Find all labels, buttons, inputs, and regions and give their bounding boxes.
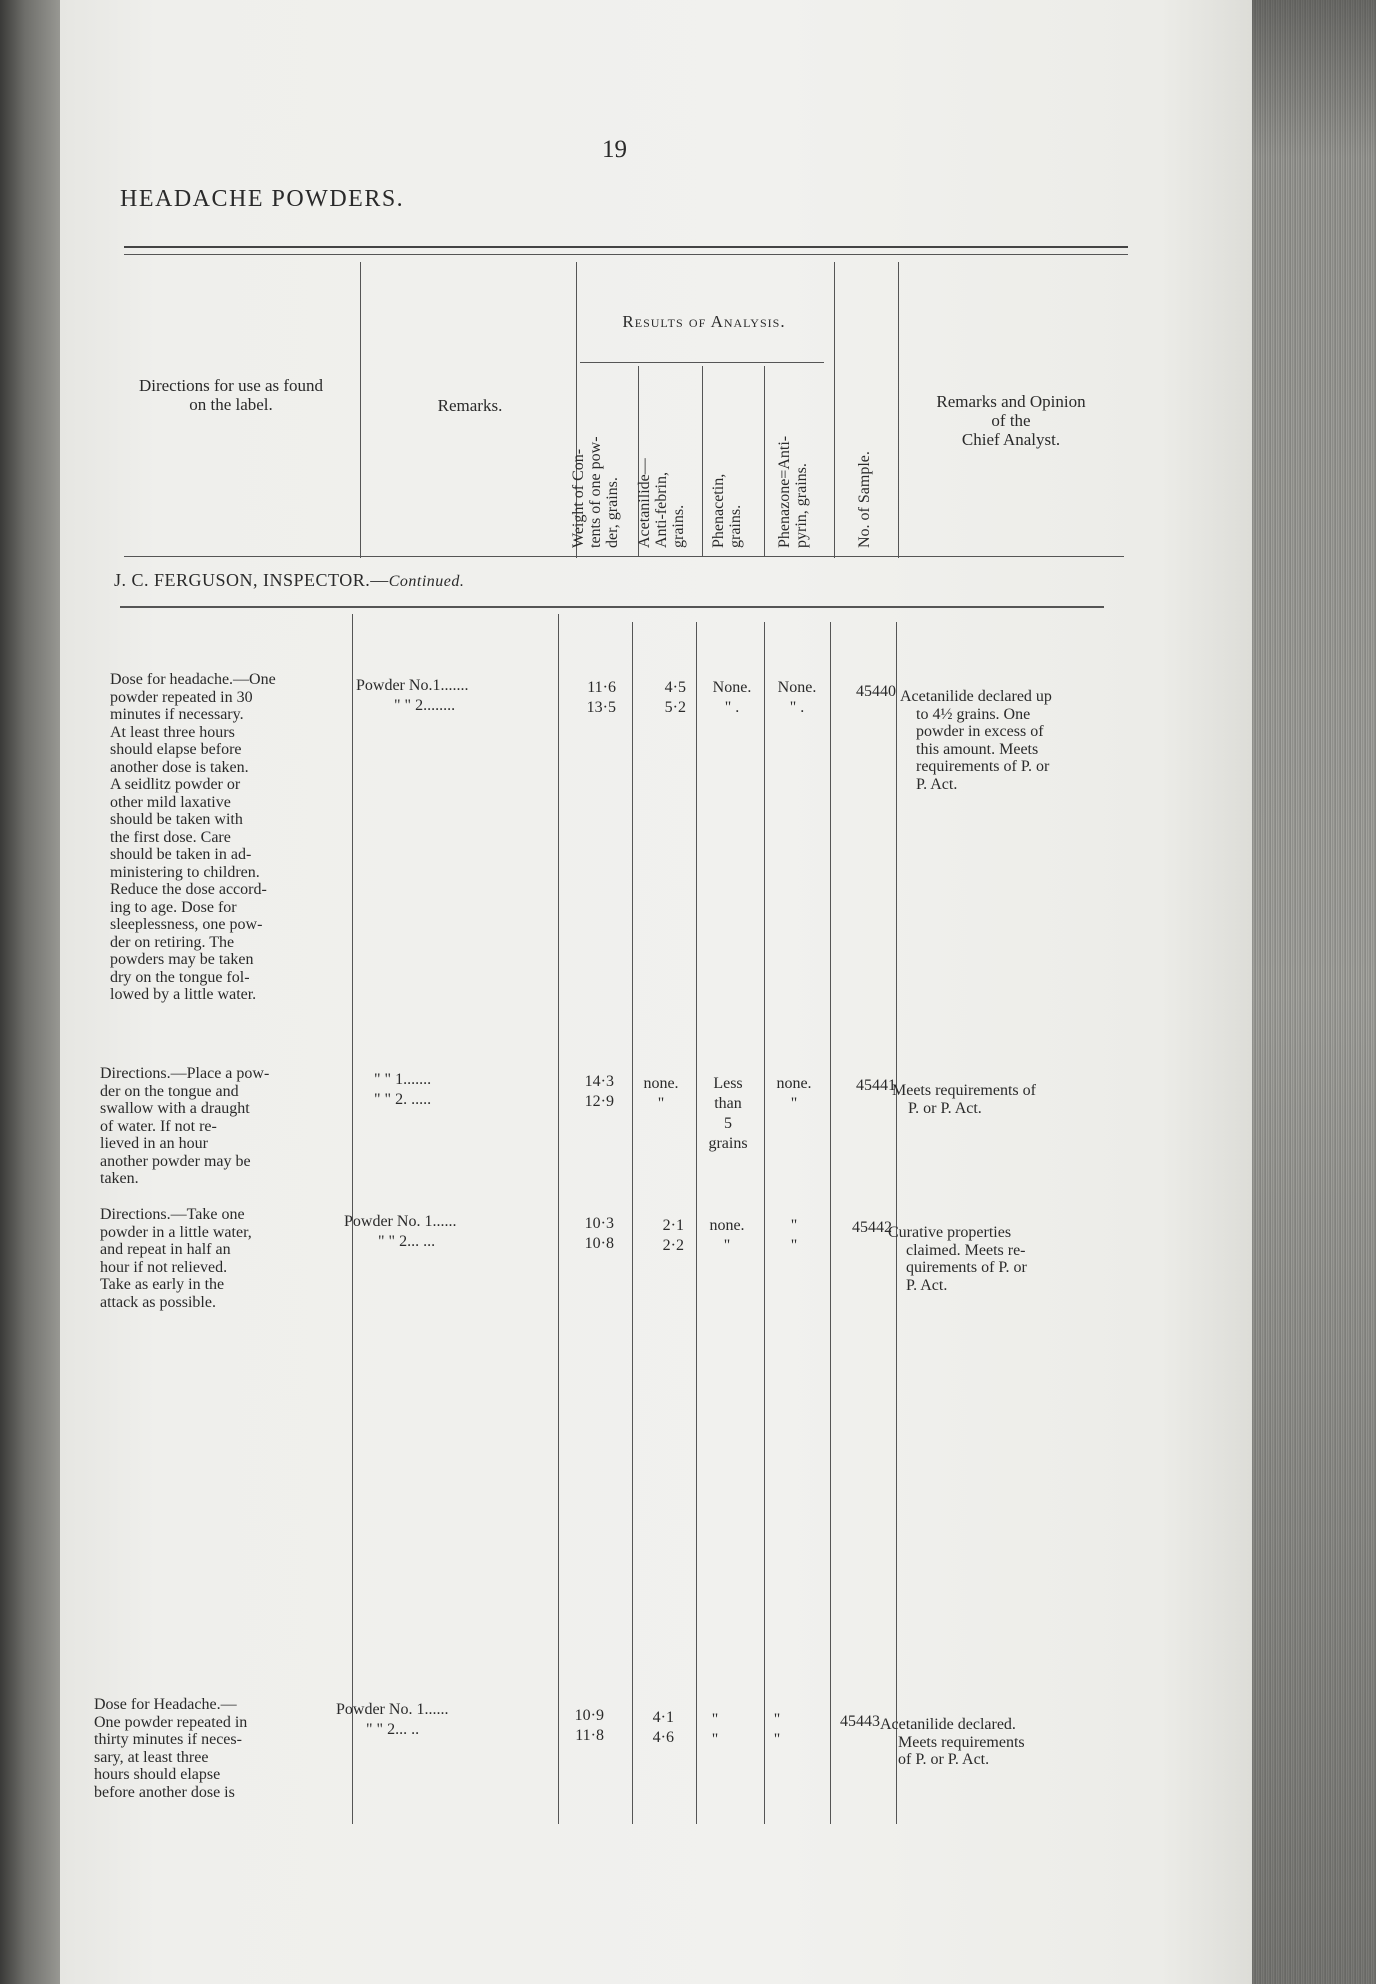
entry-1-sample: 45440 <box>856 683 896 700</box>
inspector-rule <box>120 606 1104 608</box>
entry-2-opinion: Meets requirements of P. or P. Act. <box>892 1082 1036 1117</box>
entry-2-phenazone: none. " <box>776 1075 812 1112</box>
header-sample-no: No. of Sample. <box>856 451 873 548</box>
inspector-heading: J. C. FERGUSON, INSPECTOR.—Continued. <box>114 570 465 590</box>
results-rule <box>580 362 824 363</box>
entry-1-weight: 11·6 13·5 <box>586 679 616 716</box>
header-divider-6 <box>834 262 835 558</box>
entry-2-phenacetin: Less than 5 grains <box>708 1075 748 1152</box>
entry-4-phenazone: " " <box>773 1711 781 1748</box>
entry-1-opinion: Acetanilide declared up to 4½ grains. One powder in excess of this amount. Meets requirements of P. or P. Act. <box>900 688 1052 793</box>
header-directions: Directions for use as found on the label. <box>138 376 324 414</box>
header-phenacetin: Phenacetin, grains. <box>710 473 744 548</box>
header-acetanilide: Acetanilide— Anti-febrin, grains. <box>636 458 687 548</box>
entry-4-weight: 10·9 11·8 <box>574 1707 604 1744</box>
entry-4-phenacetin: " " <box>711 1711 719 1748</box>
header-top-rule-thin <box>124 254 1128 255</box>
header-remarks: Remarks. <box>437 396 503 415</box>
entry-3-directions: Directions.—Take one powder in a little water, and repeat in half an hour if not relieved. Take as early in the attack as possible. <box>100 1206 252 1311</box>
header-results-of-analysis: Results of Analysis. <box>622 312 786 331</box>
entry-3-sample: 45442 <box>852 1219 892 1236</box>
entry-1-acetanilide: 4·5 5·2 <box>664 679 686 716</box>
entry-3-acetanilide: 2·1 2·2 <box>662 1217 684 1254</box>
header-bottom-rule <box>124 556 1124 557</box>
entry-2-directions: Directions.—Place a pow- der on the tongue and swallow with a draught of water. If not re- lieved in an hour another powder may be taken. <box>100 1065 270 1187</box>
entry-1-remarks: Powder No.1....... " " 2........ <box>356 677 469 714</box>
entry-4-acetanilide: 4·1 4·6 <box>652 1709 674 1746</box>
header-phenazone: Phenazone=Anti- pyrin, grains. <box>776 435 810 548</box>
body-divider-7 <box>896 622 897 1824</box>
entry-4-remarks: Powder No. 1...... " " 2... .. <box>336 1701 449 1738</box>
book-spine-left <box>0 0 62 1984</box>
entry-2-acetanilide: none. " <box>643 1075 679 1112</box>
entry-4-sample: 45443 <box>840 1713 880 1730</box>
entry-3-phenazone: " " <box>790 1217 798 1254</box>
header-divider-7 <box>898 262 899 558</box>
entry-1-phenacetin: None. " . <box>712 679 752 716</box>
entry-3-remarks: Powder No. 1...... " " 2... ... <box>344 1213 457 1250</box>
section-title: HEADACHE POWDERS. <box>120 186 405 212</box>
entry-2-sample: 45441 <box>856 1077 896 1094</box>
page-number: 19 <box>602 136 627 163</box>
page-edge-shadow <box>1252 0 1376 1984</box>
entry-4-opinion: Acetanilide declared. Meets requirements of P. or P. Act. <box>880 1716 1025 1768</box>
entry-3-phenacetin: none. " <box>709 1217 745 1254</box>
entry-2-weight: 14·3 12·9 <box>584 1073 614 1110</box>
entry-2-remarks: " " 1....... " " 2. ..... <box>374 1071 432 1108</box>
entry-3-opinion: Curative properties claimed. Meets re- quirements of P. or P. Act. <box>888 1224 1027 1294</box>
header-weight: Weight of Con- tents of one pow- der, grains. <box>570 436 621 548</box>
header-opinion: Remarks and Opinion of the Chief Analyst. <box>936 392 1086 449</box>
header-divider-4 <box>702 366 703 556</box>
header-divider-1 <box>360 262 361 558</box>
entry-4-directions: Dose for Headache.— One powder repeated in thirty minutes if neces- sary, at least three hours should elapse before another dose is <box>94 1696 248 1801</box>
entry-3-weight: 10·3 10·8 <box>584 1215 614 1252</box>
entry-1-directions: Dose for headache.—One powder repeated in 30 minutes if necessary. At least three hours should elapse before another dose is taken. A seidlitz powder or other mild laxative should be taken with the first dose. Care should be taken in ad- ministering to children. Reduce the dose accord- ing to age. Dose for sleeplessness, one pow- der on retiring. The powders may be taken dry on the tongue fol- lowed by a little water. <box>110 671 276 1003</box>
header-top-rule <box>124 246 1128 248</box>
header-divider-5 <box>764 366 765 556</box>
entry-1-phenazone: None. " . <box>777 679 817 716</box>
body-divider-2 <box>558 614 559 1824</box>
